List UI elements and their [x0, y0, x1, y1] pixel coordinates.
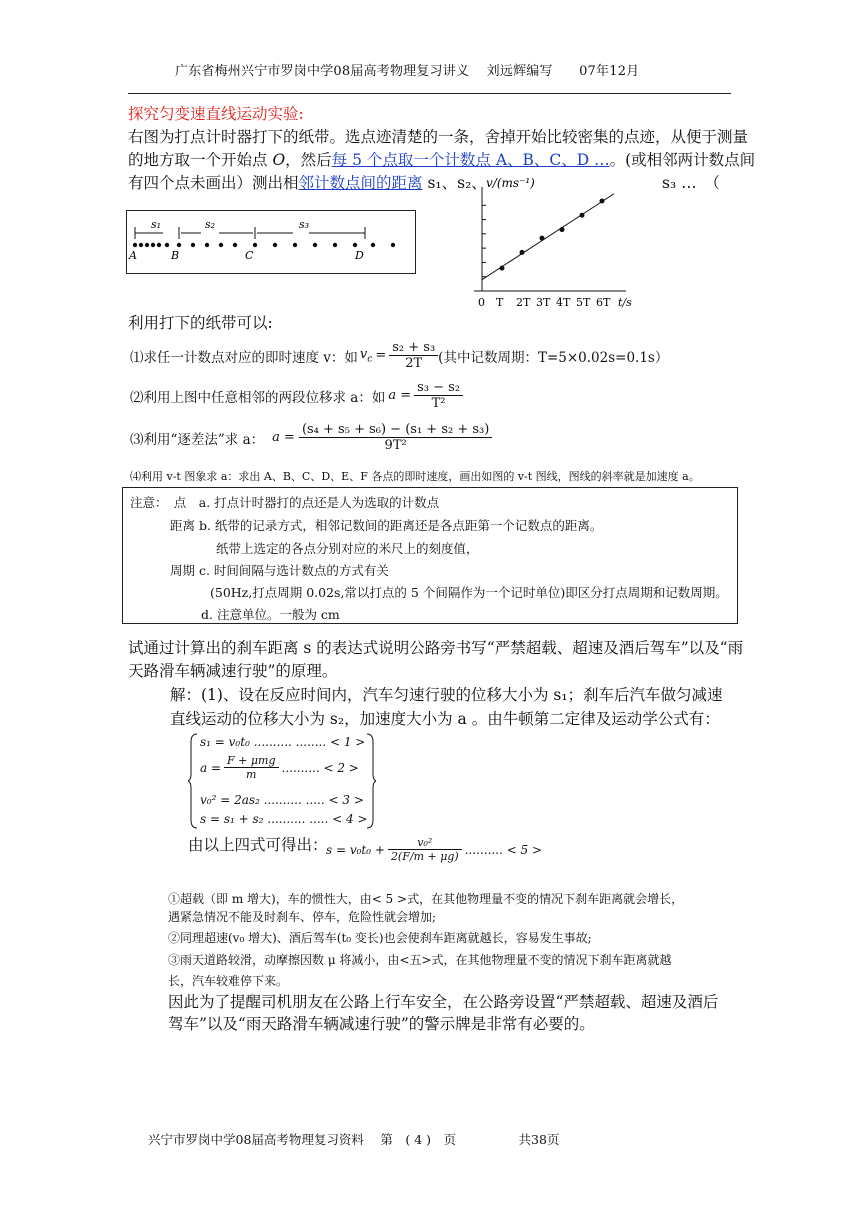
conclusion-1b: 遇紧急情况不能及时刹车、停车，危险性就会增加;: [168, 910, 437, 924]
equation-2-tail: .......... < 2 >: [281, 760, 359, 775]
vt-chart-svg: [470, 175, 650, 315]
equation-5-numerator: v₀²: [388, 836, 462, 850]
a-equals: a =: [272, 430, 295, 445]
note-6: d. 注意单位。一般为 cm: [201, 607, 340, 622]
equals-sign: =: [375, 348, 387, 363]
paper-tape-svg: [127, 211, 415, 273]
vt-x-tick-label: 3T: [536, 296, 551, 309]
difference-numerator: (s₄ + s₅ + s₆) − (s₁ + s₂ + s₃): [299, 422, 492, 438]
intro-text: 有四个点未画出）测出相: [128, 174, 299, 192]
equation-2: [200, 754, 359, 781]
accel-numerator: s₃ − s₂: [414, 380, 463, 396]
conclusion-2: ②同理超速(v₀ 增大)、酒后驾车(t₀ 变长)也会使刹车距离就越长，容易发生事故;: [168, 931, 592, 945]
vt-data-point: [600, 199, 605, 204]
vt-x-tick-label: 6T: [596, 296, 611, 309]
problem-line-2: 天路滑车辆减速行驶”的原理。: [128, 662, 338, 680]
equation-5-denominator: 2(F/m + μg): [390, 850, 459, 863]
v-letter: v: [359, 346, 368, 362]
use-3-text: ⑶利用“逐差法”求 a：: [130, 431, 265, 448]
equation-5-lhs: s = v₀t₀ +: [326, 842, 385, 857]
equation-2-fraction: [224, 754, 278, 781]
tape-point-c: C: [245, 249, 254, 262]
tape-dot: [219, 243, 223, 247]
page-footer: 兴宁市罗岗中学08届高考物理复习资料 第 ( 4 ) 页 共38页: [148, 1132, 560, 1147]
note-1: 注意： 点 a. 打点计时器打的点还是人为选取的计数点: [130, 495, 440, 510]
intro-text: 。(或相邻两计数点间: [609, 151, 756, 169]
tape-dot: [133, 243, 137, 247]
vt-x-tick-label: 0: [478, 296, 485, 309]
solution-line-2: 直线运动的位移大小为 s₂，加速度大小为 a 。由牛顿第二定律及运动学公式有：: [170, 710, 720, 728]
use-1-text: ⑴求任一计数点对应的即时速度 v：如: [130, 349, 358, 366]
vt-data-point: [520, 250, 525, 255]
vt-data-point: [500, 266, 505, 271]
equation-system: [188, 732, 376, 830]
tape-point-d: D: [355, 249, 364, 262]
intro-line-2: [128, 149, 755, 171]
equation-1: s₁ = v₀t₀ .......... ........ < 1 >: [200, 735, 366, 749]
tape-dot: [313, 243, 317, 247]
tape-dot: [273, 243, 277, 247]
final-line-1: 因此为了提醒司机朋友在公路上行车安全，在公路旁设置“严禁超载、超速及酒后: [168, 993, 719, 1011]
intro-line-3-right: s₃ … （: [662, 174, 720, 192]
tape-dots: [133, 243, 395, 247]
v-symbol: [360, 347, 372, 365]
tape-point-a: A: [129, 249, 137, 262]
intro-text: ，然后: [285, 151, 332, 169]
final-line-2: 驾车”以及“雨天路滑车辆减速行驶”的警示牌是非常有必要的。: [168, 1015, 595, 1033]
use-2-text: ⑵利用上图中任意相邻的两段位移求 a：如: [130, 389, 386, 406]
use-2: [130, 380, 463, 411]
v-sub: c: [367, 354, 373, 365]
vt-data-point: [540, 236, 545, 241]
equation-2-lhs: a =: [200, 760, 222, 775]
tape-dot: [205, 243, 209, 247]
page-header: 广东省梅州兴宁市罗岗中学08届高考物理复习讲义 刘远辉编写 07年12月: [175, 64, 640, 79]
accel-fraction: [414, 380, 463, 411]
note-2: 距离 b. 纸带的记录方式，相邻记数间的距离还是各点距第一个记数点的距离。: [170, 518, 603, 533]
intro-text: s₁、s₂、: [422, 174, 487, 192]
tape-s2-label: s₂: [205, 218, 216, 231]
tape-dot: [233, 243, 237, 247]
problem-line-1: 试通过计算出的刹车距离 s 的表达式说明公路旁书写“严禁超载、超速及酒后驾车”以及“雨: [128, 639, 744, 657]
vt-x-tick-label: T: [496, 296, 504, 309]
vt-data-point: [580, 213, 585, 218]
distance-link[interactable]: 邻计数点间的距离: [298, 174, 423, 192]
conclusion-3: ③雨天道路较滑，动摩擦因数 μ 将减小，由<五>式，在其他物理量不变的情况下刹车距离就越: [168, 953, 672, 967]
note-4: 周期 c. 时间间隔与选计数点的方式有关: [170, 563, 389, 578]
difference-denominator: 9T²: [384, 438, 407, 453]
vt-data-point: [560, 227, 565, 232]
point-o: O: [272, 151, 286, 169]
equation-5-tail: .......... < 5 >: [464, 842, 543, 857]
tape-dot: [139, 243, 143, 247]
conclusion-1: ①超载（即 m 增大)，车的惯性大，由< 5 >式，在其他物理量不变的情况下刹车距离就会增长，: [168, 892, 684, 906]
equation-5-fraction: [388, 836, 462, 863]
tape-dot: [165, 243, 169, 247]
tape-dot: [253, 243, 257, 247]
use-1: [130, 340, 668, 371]
solution-line-1: 解：(1)、设在反应时间内，汽车匀速行驶的位移大小为 s₁；刹车后汽车做匀减速: [170, 686, 723, 704]
velocity-denominator: 2T: [405, 356, 423, 371]
tape-dot: [353, 243, 357, 247]
equation-2-numerator: F + μmg: [224, 754, 278, 768]
intro-text: 的地方取一个开始点: [128, 151, 273, 169]
vt-x-tick-label: 5T: [576, 296, 591, 309]
equation-3: v₀² = 2as₂ .......... ..... < 3 >: [200, 793, 364, 807]
use-3: [130, 422, 492, 453]
header-rule: [128, 93, 731, 94]
intro-line-3: [128, 172, 487, 194]
tape-dot: [333, 243, 337, 247]
use-1-note: (其中记数周期：T=5×0.02s=0.1s）: [438, 349, 669, 366]
intro-line-1: 右图为打点计时器打下的纸带。选点迹清楚的一条，舍掉开始比较密集的点迹，从便于测量: [128, 128, 749, 146]
a-equals: a =: [388, 388, 412, 403]
tape-s1-label: s₁: [151, 218, 162, 231]
equation-5: [326, 836, 542, 863]
equation-4: s = s₁ + s₂ .......... ..... < 4 >: [200, 812, 368, 826]
conclusion-3b: 长，汽车较难停下来。: [168, 974, 289, 988]
tape-dot: [371, 243, 375, 247]
vt-x-tick-label: 4T: [556, 296, 571, 309]
paper-tape-diagram: [126, 210, 416, 274]
velocity-numerator: s₂ + s₃: [389, 340, 438, 356]
tape-dot: [191, 243, 195, 247]
section-title: 探究匀变速直线运动实验:: [128, 105, 304, 123]
vt-x-axis-label: t/s: [618, 296, 632, 309]
tape-s3-label: s₃: [299, 218, 310, 231]
use-4: ⑷利用 v-t 图象求 a：求出 A、B、C、D、E、F 各点的即时速度，画出如图的 v-t 图线，图线的斜率就是加速度 a。: [130, 470, 700, 483]
tape-point-b: B: [171, 249, 180, 262]
tape-dot: [151, 243, 155, 247]
vt-chart: [470, 175, 650, 315]
derive-text: 由以上四式可得出：: [188, 836, 328, 854]
tape-dot: [293, 243, 297, 247]
equation-2-denominator: m: [246, 768, 257, 781]
tape-dot: [177, 243, 181, 247]
note-5: (50Hz,打点周期 0.02s,常以打点的 5 个间隔作为一个记时单位)即区分打点周期和记数周期。: [210, 585, 728, 600]
vt-y-axis-label: v/(ms⁻¹): [486, 176, 535, 190]
tape-dot: [145, 243, 149, 247]
velocity-fraction: [389, 340, 438, 371]
tape-dot: [157, 243, 161, 247]
count-point-link[interactable]: 每 5 个点取一个计数点 A、B、C、D …: [331, 151, 610, 169]
tape-dot: [391, 243, 395, 247]
accel-denominator: T²: [431, 396, 446, 411]
difference-fraction: [299, 422, 492, 453]
uses-title: 利用打下的纸带可以:: [128, 314, 273, 332]
vt-x-tick-label: 2T: [516, 296, 531, 309]
note-3: 纸带上选定的各点分别对应的米尺上的刻度值，: [216, 541, 479, 556]
